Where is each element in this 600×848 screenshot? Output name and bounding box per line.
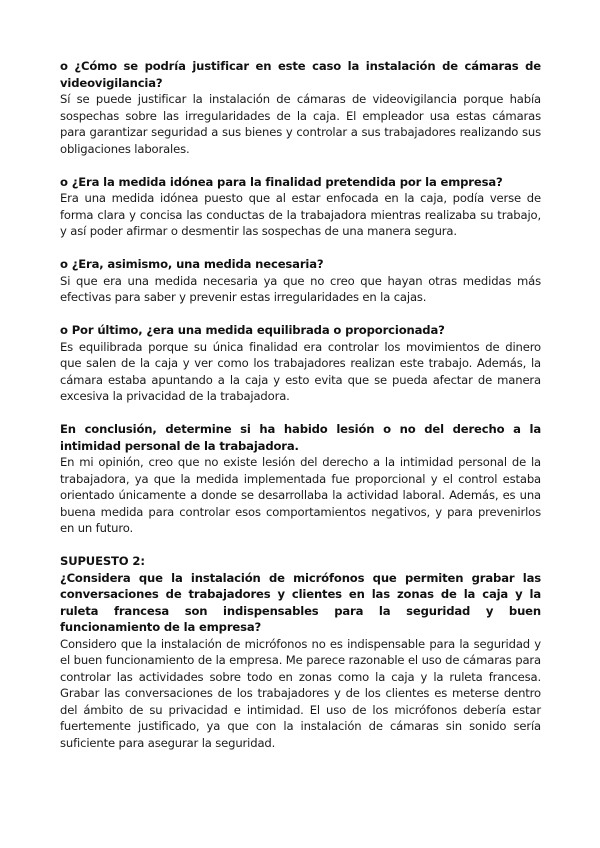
answer-proporcionada: Es equilibrada porque su única finalidad era controlar los movimientos de dinero que salen de la caja y ver como los trabajadores realizan este trabajo. Además, la cámara estaba apuntando a la caja y esto evita que se pueda afectar de manera excesiva la privacidad de la trabajadora.	[60, 339, 541, 403]
qa-section-proporcionada	[60, 322, 541, 405]
question-conclusion: En conclusión, determine si ha habido lesión o no del derecho a la intimidad personal de la trabajadora.	[60, 422, 541, 453]
document-body	[60, 58, 541, 768]
answer-idonea: Era una medida idónea puesto que al estar enfocada en la caja, podía verse de forma clara y concisa las conductas de la trabajadora mientras realizaba su trabajo, y así poder afirmar o desmentir las sospechas de una manera segura.	[60, 191, 541, 238]
supuesto-heading: SUPUESTO 2:	[60, 554, 145, 568]
question-microfonos: ¿Considera que la instalación de micrófonos que permiten grabar las conversaciones de trabajadores y clientes en las zonas de la caja y la ruleta francesa son indispensables para la seguridad y buen funcionamiento de la empresa?	[60, 570, 541, 634]
answer-necesaria: Si que era una medida necesaria ya que no creo que hayan otras medidas más efectivas para saber y prevenir estas irregularidades en la cajas.	[60, 273, 541, 304]
answer-justificacion: Sí se puede justificar la instalación de cámaras de videovigilancia porque había sospechas sobre las irregularidades de la caja. El empleador usa estas cámaras para garantizar seguridad a sus bienes y controlar a sus trabajadores realizando sus obligaciones laborales.	[60, 92, 541, 156]
qa-section-justificacion	[60, 58, 541, 157]
qa-section-necesaria	[60, 256, 541, 306]
supuesto-2-section	[60, 553, 541, 751]
question-idonea: o ¿Era la medida idónea para la finalidad pretendida por la empresa?	[60, 174, 503, 189]
answer-microfonos: Considero que la instalación de micrófonos no es indispensable para la seguridad y el buen funcionamiento de la empresa. Me parece razonable el uso de cámaras para controlar las actividades sobre todo en zonas como la caja y la ruleta francesa. Grabar las conversaciones de los trabajadores y de los clientes es meterse dentro del ámbito de su privacidad e intimidad. El uso de los micrófonos debería estar fuertemente justificado, ya que con la instalación de cámaras sin sonido sería suficiente para asegurar la seguridad.	[60, 636, 541, 750]
question-necesaria: o ¿Era, asimismo, una medida necesaria?	[60, 257, 324, 271]
question-proporcionada: o Por último, ¿era una medida equilibrada o proporcionada?	[60, 323, 445, 337]
qa-section-idonea	[60, 174, 541, 240]
question-justificacion: o ¿Cómo se podría justificar en este caso la instalación de cámaras de videovigilancia?	[60, 59, 541, 90]
answer-conclusion: En mi opinión, creo que no existe lesión del derecho a la intimidad personal de la trabajadora, ya que la medida implementada fue proporcional y el control estaba orientado únicamente a donde se desarrollaba la actividad laboral. Además, es una buena medida para controlar esos comportamientos negativos, y para prevenirlos en un futuro.	[60, 455, 541, 535]
qa-section-conclusion	[60, 421, 541, 537]
